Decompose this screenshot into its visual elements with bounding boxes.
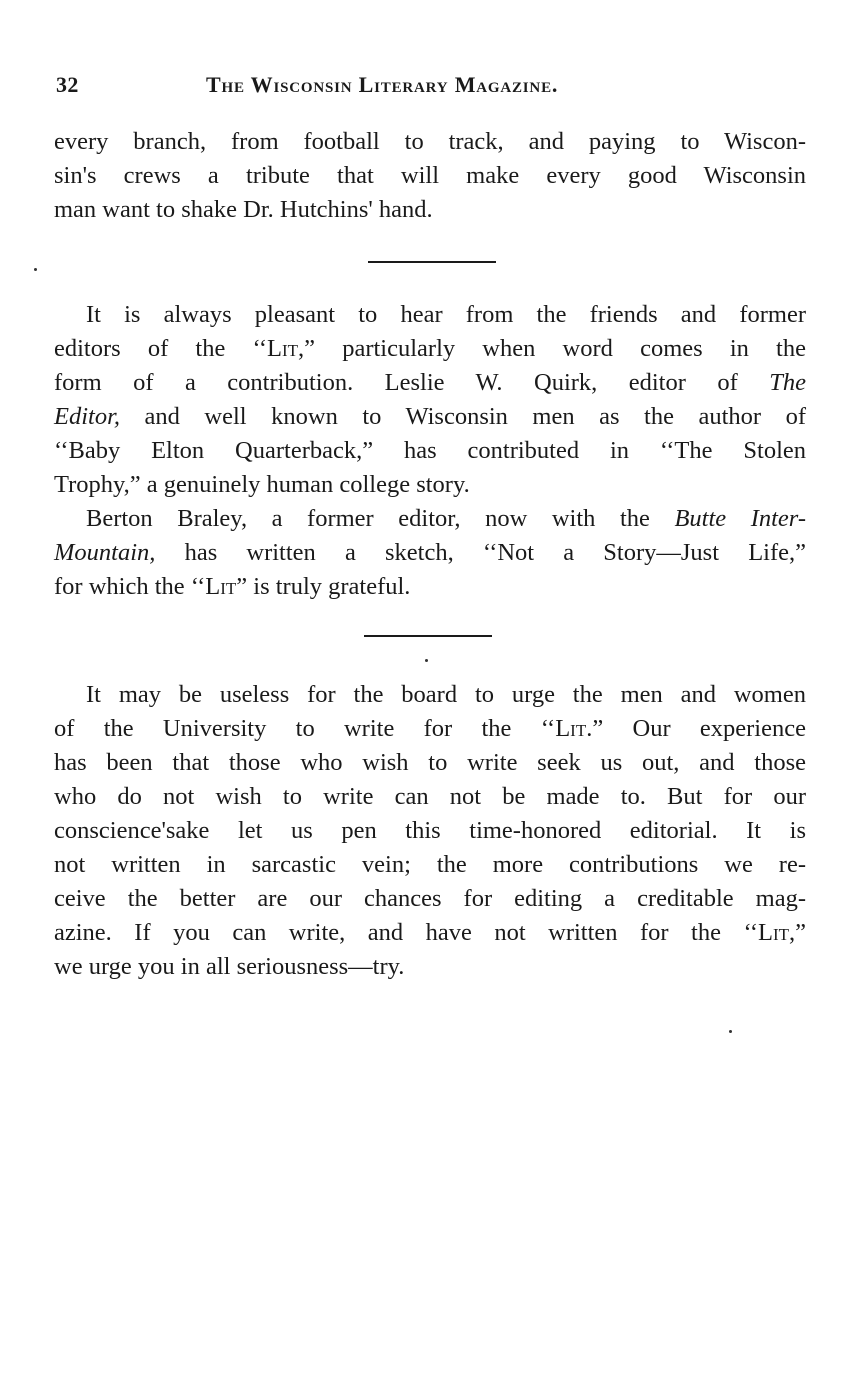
text-line: has been that those who wish to write seek us out, and those xyxy=(54,749,806,776)
text-line: who do not wish to write can not be made to. But for our xyxy=(54,783,806,810)
publication-title: Editor, xyxy=(54,403,121,430)
lit-abbrev: Lit xyxy=(555,715,587,742)
text-line: of the University to write for the ‘‘Lit.” Our experience xyxy=(54,715,806,742)
text-line: for which the ‘‘Lit” is truly grateful. xyxy=(54,573,411,600)
lit-abbrev: Lit xyxy=(205,573,237,600)
text-line: editors of the ‘‘Lit,” particularly when word comes in the xyxy=(54,335,806,362)
print-speck xyxy=(729,1030,732,1033)
lit-abbrev: Lit xyxy=(267,335,299,362)
page-number: 32 xyxy=(56,72,79,97)
publication-title: Butte Inter- xyxy=(674,505,807,532)
text-line: we urge you in all seriousness—try. xyxy=(54,953,405,980)
publication-title: The xyxy=(769,369,806,396)
text-line: azine. If you can write, and have not written for the ‘‘Lit,” xyxy=(54,919,806,946)
text-line: every branch, from football to track, and paying to Wiscon- xyxy=(54,128,806,155)
text-line: Trophy,” a genuinely human college story. xyxy=(54,471,470,498)
print-speck xyxy=(34,268,37,271)
text-line: sin's crews a tribute that will make every good Wisconsin xyxy=(54,162,806,189)
print-speck xyxy=(425,659,428,662)
text-line: Mountain, has written a sketch, ‘‘Not a Story—Just Life,” xyxy=(54,539,806,566)
text-line: conscience'sake let us pen this time-honored editorial. It is xyxy=(54,817,806,844)
running-header xyxy=(56,72,806,106)
lit-abbrev: Lit xyxy=(757,919,789,946)
running-title: The Wisconsin Literary Magazine. xyxy=(206,72,559,97)
publication-title: Mountain, xyxy=(54,539,156,566)
text-line: It is always pleasant to hear from the friends and former xyxy=(86,301,806,328)
section-divider xyxy=(364,635,492,637)
text-line: form of a contribution. Leslie W. Quirk, editor of The xyxy=(54,369,806,396)
section-divider xyxy=(368,261,496,263)
text-line: ‘‘Baby Elton Quarterback,” has contributed in ‘‘The Stolen xyxy=(54,437,806,464)
text-line: Berton Braley, a former editor, now with the Butte Inter- xyxy=(86,505,807,532)
text-line: man want to shake Dr. Hutchins' hand. xyxy=(54,196,433,223)
text-line: not written in sarcastic vein; the more contributions we re- xyxy=(54,851,806,878)
text-line: It may be useless for the board to urge the men and women xyxy=(86,681,806,708)
text-line: ceive the better are our chances for editing a creditable mag- xyxy=(54,885,806,912)
text-line: Editor, and well known to Wisconsin men as the author of xyxy=(54,403,806,430)
